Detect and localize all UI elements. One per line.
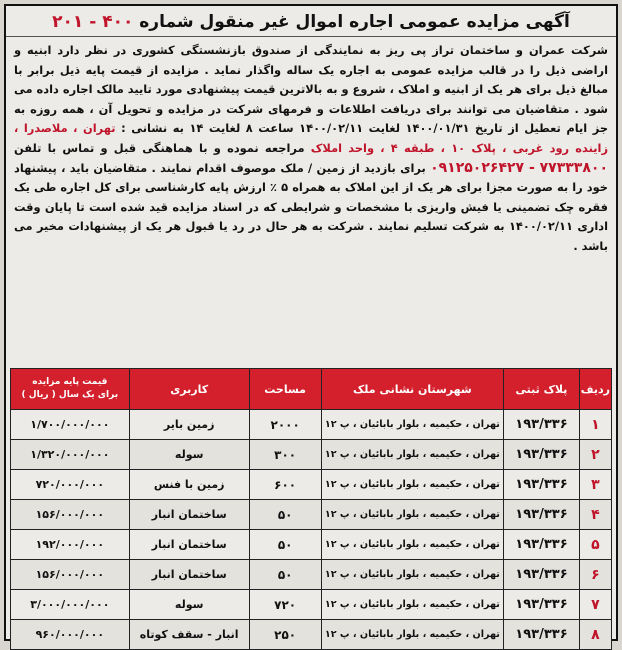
base-price: ۱۹۲/۰۰۰/۰۰۰ bbox=[11, 530, 130, 560]
base-price: ۱۵۶/۰۰۰/۰۰۰ bbox=[11, 560, 130, 590]
table-row bbox=[11, 410, 612, 440]
property-area: ۶۰۰ bbox=[249, 470, 321, 500]
property-address: تهران ، حکیمیه ، بلوار بابائیان ، پ ۱۲ bbox=[321, 620, 504, 650]
property-use: انبار - سقف کوتاه bbox=[129, 620, 249, 650]
property-address: تهران ، حکیمیه ، بلوار بابائیان ، پ ۱۲ bbox=[321, 560, 504, 590]
registration-plate: ۱۹۳/۳۳۶ bbox=[504, 620, 580, 650]
notice-body bbox=[6, 37, 616, 259]
registration-plate: ۱۹۳/۳۳۶ bbox=[504, 500, 580, 530]
row-number: ۳ bbox=[579, 470, 611, 500]
col-price-header-sub: برای یک سال ( ریال ) bbox=[21, 390, 119, 400]
col-price-header-main: قیمت پایه مزایده bbox=[32, 377, 108, 387]
property-area: ۵۰ bbox=[249, 500, 321, 530]
property-area: ۲۵۰ bbox=[249, 620, 321, 650]
property-address: تهران ، حکیمیه ، بلوار بابائیان ، پ ۱۲ bbox=[321, 500, 504, 530]
registration-plate: ۱۹۳/۳۳۶ bbox=[504, 530, 580, 560]
property-use: سوله bbox=[129, 590, 249, 620]
table-row bbox=[11, 470, 612, 500]
registration-plate: ۱۹۳/۳۳۶ bbox=[504, 410, 580, 440]
row-number: ۲ bbox=[579, 440, 611, 470]
table-row bbox=[11, 560, 612, 590]
row-number: ۸ bbox=[579, 620, 611, 650]
row-number: ۴ bbox=[579, 500, 611, 530]
table-row bbox=[11, 440, 612, 470]
property-area: ۵۰ bbox=[249, 530, 321, 560]
notice-number: ۲۰۱ - ۴۰۰ bbox=[52, 12, 134, 32]
body-paragraph-2: مراجعه نموده و با هماهنگی قبل و تماس با تلفن bbox=[14, 140, 305, 155]
base-price: ۷۲۰/۰۰۰/۰۰۰ bbox=[11, 470, 130, 500]
property-area: ۲۰۰۰ bbox=[249, 410, 321, 440]
properties-table bbox=[10, 368, 612, 650]
property-address: تهران ، حکیمیه ، بلوار بابائیان ، پ ۱۲ bbox=[321, 530, 504, 560]
property-area: ۷۲۰ bbox=[249, 590, 321, 620]
registration-plate: ۱۹۳/۳۳۶ bbox=[504, 560, 580, 590]
base-price: ۹۶۰/۰۰۰/۰۰۰ bbox=[11, 620, 130, 650]
property-address: تهران ، حکیمیه ، بلوار بابائیان ، پ ۱۲ bbox=[321, 590, 504, 620]
property-address: تهران ، حکیمیه ، بلوار بابائیان ، پ ۱۲ bbox=[321, 470, 504, 500]
notice-title bbox=[6, 6, 616, 37]
table-row bbox=[11, 620, 612, 650]
table-row bbox=[11, 590, 612, 620]
body-paragraph-1: شرکت عمران و ساختمان تراز پی ریز به نمایندگی از صندوق بازنشستگی کشوری در نظر دارد ابنیه و اراضی ذیل را در قالب مزایده عمومی به اجاره یک ساله واگذار نماید . مزایده از قیمت پایه ذیل برابر با مبالغ ذیل برای هر یک از ابنیه و املاک ، شروع و به بالاترین قیمت پیشنهادی مورد تایید مالک اجاره داده می شود . متقاضیان می توانند برای دریافت اطلاعات و فرمهای شرکت در مزایده و تحویل آن ، همه روزه به جز ایام تعطیل از تاریخ ۱۴۰۰/۰۱/۳۱ لغایت ۱۴۰۰/۰۲/۱۱ ساعت ۸ لغایت ۱۴ به نشانی : bbox=[14, 43, 609, 136]
table-row bbox=[11, 500, 612, 530]
property-use: ساختمان انبار bbox=[129, 500, 249, 530]
base-price: ۱/۳۲۰/۰۰۰/۰۰۰ bbox=[11, 440, 130, 470]
base-price: ۳/۰۰۰/۰۰۰/۰۰۰ bbox=[11, 590, 130, 620]
property-address: تهران ، حکیمیه ، بلوار بابائیان ، پ ۱۲ bbox=[321, 440, 504, 470]
registration-plate: ۱۹۳/۳۳۶ bbox=[504, 440, 580, 470]
auction-notice bbox=[4, 4, 618, 641]
registration-plate: ۱۹۳/۳۳۶ bbox=[504, 470, 580, 500]
table-header-row bbox=[11, 369, 612, 410]
property-use: زمین با فنس bbox=[129, 470, 249, 500]
col-area-header: مساحت bbox=[249, 369, 321, 410]
col-address-header: شهرستان نشانی ملک bbox=[321, 369, 504, 410]
base-price: ۱۵۶/۰۰۰/۰۰۰ bbox=[11, 500, 130, 530]
office-address: تهران ، ملاصدرا ، زاینده رود غربی ، پلاک ۱۰ ، طبقه ۴ ، واحد املاک bbox=[14, 121, 608, 155]
property-use: ساختمان انبار bbox=[129, 530, 249, 560]
property-address: تهران ، حکیمیه ، بلوار بابائیان ، پ ۱۲ bbox=[321, 410, 504, 440]
notice-title-text: آگهی مزایده عمومی اجاره اموال غیر منقول شماره bbox=[139, 12, 570, 32]
registration-plate: ۱۹۳/۳۳۶ bbox=[504, 590, 580, 620]
col-use-header: کاربری bbox=[129, 369, 249, 410]
row-number: ۶ bbox=[579, 560, 611, 590]
col-price-header bbox=[11, 369, 130, 410]
col-plate-header: پلاک ثبتی bbox=[504, 369, 580, 410]
row-number: ۵ bbox=[579, 530, 611, 560]
table-row bbox=[11, 530, 612, 560]
row-number: ۱ bbox=[579, 410, 611, 440]
base-price: ۱/۷۰۰/۰۰۰/۰۰۰ bbox=[11, 410, 130, 440]
property-use: سوله bbox=[129, 440, 249, 470]
property-use: ساختمان انبار bbox=[129, 560, 249, 590]
contact-phones: ۰۹۱۲۵۰۲۶۴۲۷ - ۷۷۳۳۳۸۰۰ bbox=[430, 159, 608, 176]
property-area: ۵۰ bbox=[249, 560, 321, 590]
property-use: زمین بایر bbox=[129, 410, 249, 440]
col-row-header: ردیف bbox=[579, 369, 611, 410]
row-number: ۷ bbox=[579, 590, 611, 620]
property-area: ۳۰۰ bbox=[249, 440, 321, 470]
body-paragraph-3: برای بازدید از زمین / ملک موصوف اقدام نمایند . متقاضیان باید ، پیشنهاد خود را به صورت مجزا برای هر یک از این املاک به همراه ۵ ٪ ارزش پایه کارشناسی برای کل اجاره طی یک فقره چک تضمینی یا فیش واریزی با مشخصات و شرایطی که در اسناد مزایده قید شده است تا پایان وقت اداری ۱۴۰۰/۰۲/۱۱ به شرکت تسلیم نمایند . شرکت به هر حال در رد یا قبول هر یک از پیشنهادات مخیر می باشد . bbox=[14, 160, 609, 253]
